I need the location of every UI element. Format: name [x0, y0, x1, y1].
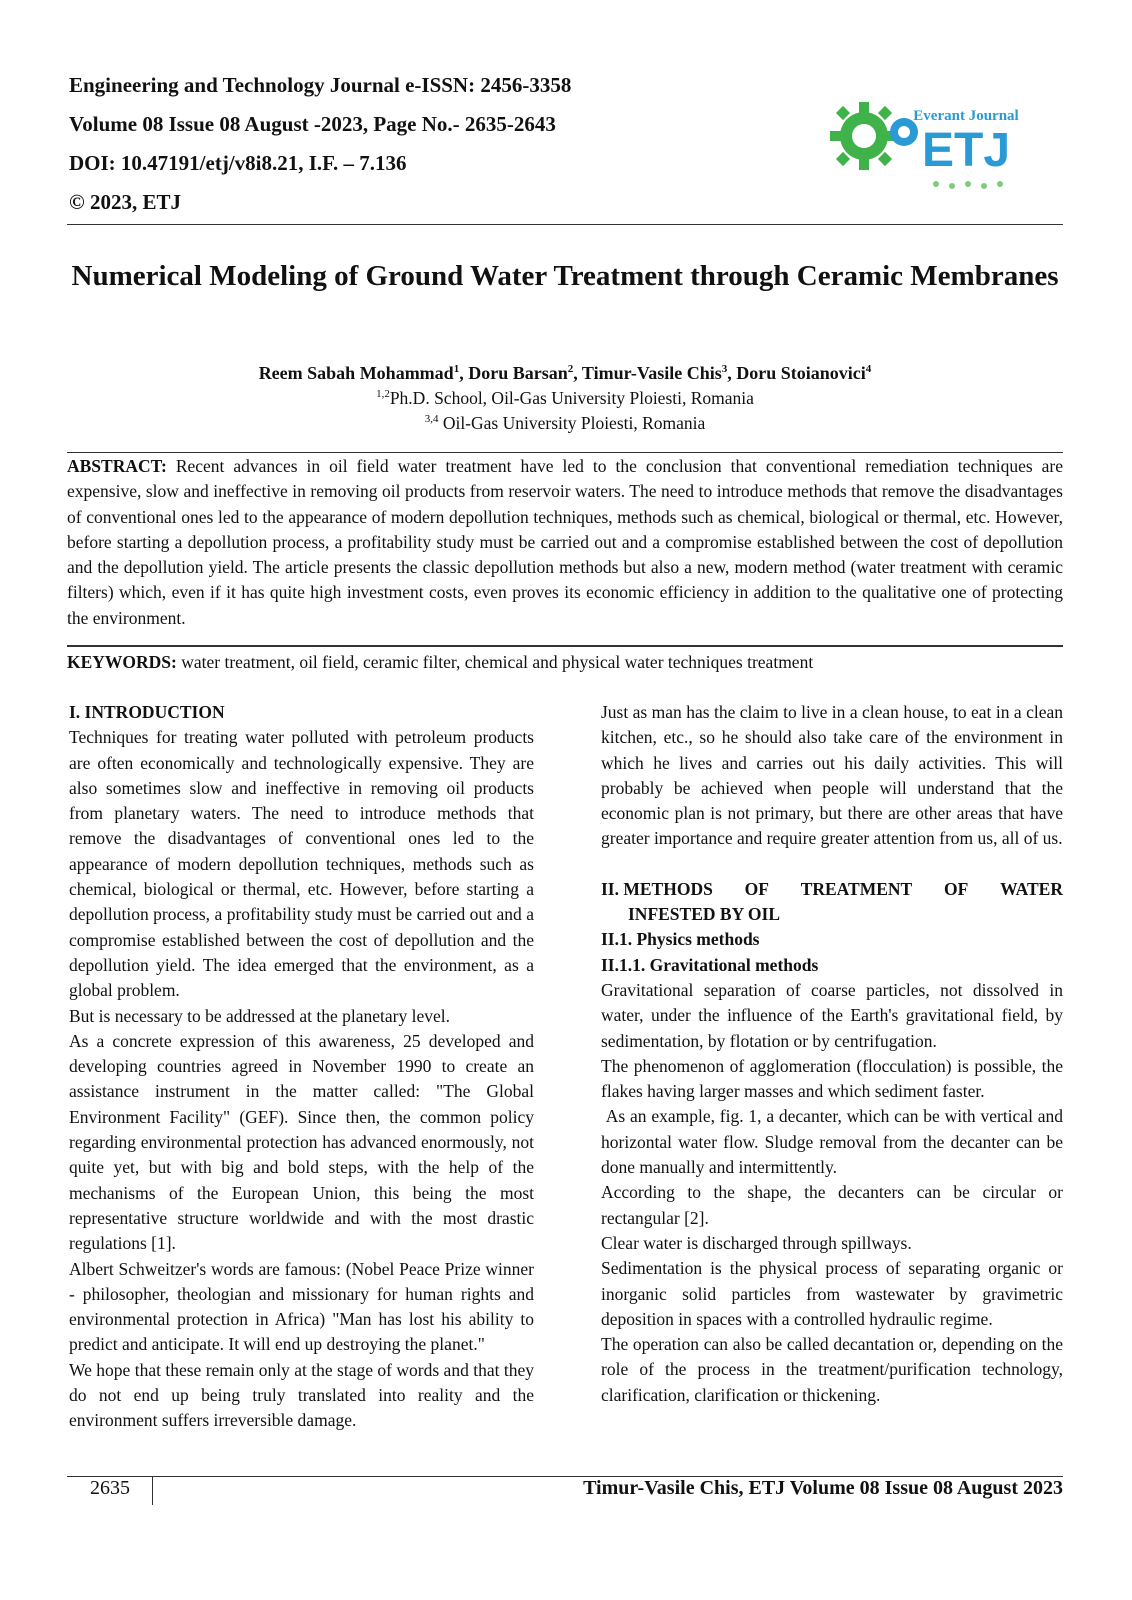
author-name: Reem Sabah Mohammad	[258, 363, 454, 383]
gear-icon	[830, 102, 898, 170]
abstract	[67, 454, 1063, 631]
logo-banner-text: Everant Journal	[913, 108, 1019, 124]
paper-title: Numerical Modeling of Ground Water Treatment through Ceramic Membranes	[71, 260, 1059, 292]
paragraph: We hope that these remain only at the stage of words and that they do not end up being truly translated into reality and the environment suffers irreversible damage.	[69, 1359, 534, 1431]
page-number: 2635	[90, 1477, 130, 1499]
section-heading-methods-line2: INFESTED BY OIL	[628, 904, 781, 925]
author-sup: 2	[567, 363, 574, 375]
journal-header	[69, 66, 571, 222]
paragraph: As a concrete expression of this awareness, 25 developed and developing countries agreed in November 1990 to create an assistance instrument in the matter called: "The Global Environment Facility" (GEF). Since then, the common policy regarding environmental protection has advanced enormously, not quite yet, but with big and bold steps, with the help of the mechanisms of the European Union, this being the most representative structure worldwide and with the most drastic regulations [1].	[69, 1030, 534, 1254]
author-name: Timur-Vasile Chis	[581, 363, 722, 383]
keywords-text: water treatment, oil field, ceramic filter, chemical and physical water techniques treatment	[181, 652, 814, 672]
affiliation-2: $^{3,4}$ Oil-Gas University Ploiesti, Romania	[424, 413, 706, 433]
subheading-gravitational-methods: II.1.1. Gravitational methods	[601, 954, 819, 975]
paragraph: Clear water is discharged through spillways.	[601, 1232, 912, 1253]
logo-letters: ETJ	[921, 124, 1011, 177]
abstract-bottom-rule	[67, 645, 1063, 647]
section-heading-introduction: I. INTRODUCTION	[69, 702, 225, 722]
header-divider	[67, 224, 1063, 225]
keywords-label: KEYWORDS:	[67, 652, 177, 672]
right-column	[601, 700, 1068, 1408]
author-sup: 3	[721, 363, 728, 375]
section-heading-methods: II. METHODS OF TREATMENT OF WATER	[601, 878, 1063, 899]
paragraph: As an example, fig. 1, a decanter, which can be with vertical and horizontal water flow. Sludge removal from the decanter can be done manually and intermittently.	[601, 1106, 1068, 1178]
doi-line: DOI: 10.47191/etj/v8i8.21, I.F. – 7.136	[69, 151, 407, 175]
affiliation-1: $^{1,2}$Ph.D. School, Oil-Gas University Ploiesti, Romania	[376, 388, 754, 408]
abstract-label: ABSTRACT:	[67, 456, 167, 476]
paragraph: The operation can also be called decantation or, depending on the role of the process in the treatment/purification technology, clarification, clarification or thickening.	[601, 1334, 1063, 1405]
etj-logo	[826, 92, 1036, 196]
footer-separator	[152, 1477, 153, 1505]
paragraph: Techniques for treating water polluted with petroleum products are often economically and technologically expensive. They are also sometimes slow and ineffective in removing oil products from planetary waters. The need to introduce methods that remove the disadvantages of conventional ones led to the appearance of modern depollution techniques, methods such as chemical, biological or thermal, etc. However, before starting a depollution process, a profitability study must be carried out and a compromise established between the cost of depollution and the depollution yield. The idea emerged that the environment, as a global problem.	[69, 727, 534, 1001]
paragraph: Just as man has the claim to live in a clean house, to eat in a clean kitchen, etc., so he should also take care of the environment in which he lives and carries out his daily activities. This will probably be achieved when people will understand that the economic plan is not primary, but there are other areas that have greater importance and require greater attention from us, all of us.	[601, 702, 1063, 849]
journal-name-line: Engineering and Technology Journal e-ISSN: 2456-3358	[69, 73, 572, 97]
abstract-top-rule	[67, 452, 1063, 453]
paragraph: Albert Schweitzer's words are famous: (Nobel Peace Prize winner - philosopher, theologian and missionary for human rights and environmental protection in Africa) "Man has lost his ability to predict and anticipate. It will end up destroying the planet."	[69, 1258, 534, 1355]
author-sup: 4	[865, 363, 872, 375]
volume-line: Volume 08 Issue 08 August -2023, Page No.- 2635-2643	[69, 112, 556, 136]
paragraph: Gravitational separation of coarse particles, not dissolved in water, under the influence of the Earth's gravitational field, by sedimentation, by flotation or by centrifugation.	[601, 979, 1063, 1051]
copyright-line: © 2023, ETJ	[69, 190, 181, 214]
paragraph: According to the shape, the decanters can be circular or rectangular [2].	[601, 1182, 1063, 1228]
paragraph: But is necessary to be addressed at the planetary level.	[69, 1005, 450, 1026]
paragraph: Sedimentation is the physical process of separating organic or inorganic solid particles from wastewater by gravimetric deposition in spaces with a controlled hydraulic regime.	[601, 1258, 1063, 1329]
author-name: Doru Barsan	[468, 363, 568, 383]
running-footer: Timur-Vasile Chis, ETJ Volume 08 Issue 08 August 2023	[583, 1477, 1063, 1499]
author-sup: 1	[453, 363, 460, 375]
author-list: Reem Sabah Mohammad$^1$, Doru Barsan$^2$, Timur-Vasile Chis$^3$, Doru Stoianovici$^4$	[258, 363, 872, 383]
author-name: Doru Stoianovici	[736, 363, 866, 383]
subheading-physics-methods: II.1. Physics methods	[601, 929, 760, 950]
left-column	[69, 700, 534, 1434]
paragraph: The phenomenon of agglomeration (flocculation) is possible, the flakes having larger masses and which sediment faster.	[601, 1055, 1063, 1102]
keywords	[67, 650, 1063, 675]
abstract-text: Recent advances in oil field water treatment have led to the conclusion that conventional remediation techniques are expensive, slow and ineffective in removing oil products from reservoir waters. The need to introduce methods that remove the disadvantages of conventional ones led to the appearance of modern depollution techniques, methods such as chemical, biological or thermal, etc. However, before starting a depollution process, a profitability study must be carried out and a compromise established between the cost of depollution and the depollution yield. The article presents the classic depollution methods but also a new, modern method (water treatment with ceramic filters) which, even if it has quite high investment costs, even proves its economic efficiency in addition to the qualitative one of protecting the environment.	[67, 456, 1063, 628]
